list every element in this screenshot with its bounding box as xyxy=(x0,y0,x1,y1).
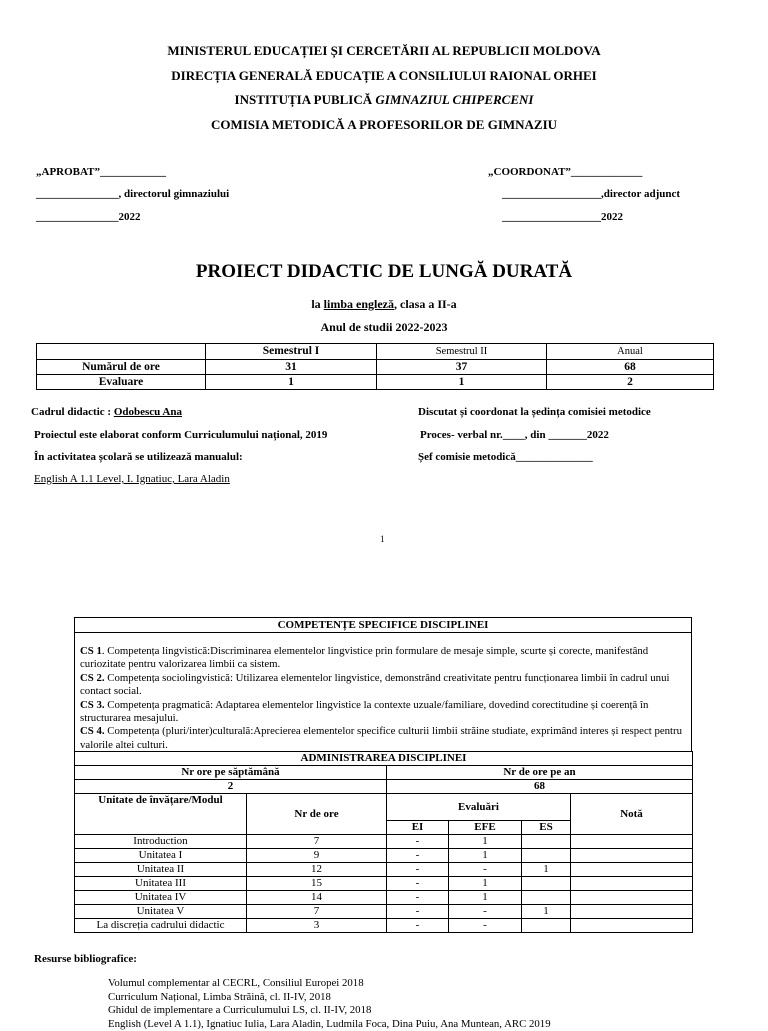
administration-table xyxy=(74,751,693,933)
hours-cell: 14 xyxy=(247,891,387,905)
es-cell xyxy=(522,919,571,933)
resource-item: Volumul complementar al CECRL, Consiliul Europei 2018 xyxy=(108,977,551,991)
director-line: _______________, directorul gimnaziului xyxy=(36,188,229,200)
competence-item xyxy=(80,725,686,752)
hours-cell: 7 xyxy=(247,835,387,849)
efe-cell: 1 xyxy=(449,891,522,905)
ei-cell: - xyxy=(387,877,449,891)
hours-header-annual: Anual xyxy=(547,344,714,360)
curriculum-note: Proiectul este elaborat conform Curriculumului național, 2019 xyxy=(34,429,327,441)
table-row xyxy=(75,835,693,849)
note-cell xyxy=(571,835,693,849)
discussed-note: Discutat și coordonat la ședința comisiei metodice xyxy=(418,406,651,418)
table-row xyxy=(75,849,693,863)
hours-cell: 12 xyxy=(247,863,387,877)
note-cell xyxy=(571,891,693,905)
unit-cell: Unitatea IV xyxy=(75,891,247,905)
approved-date-line: _______________2022 xyxy=(36,211,141,223)
es-cell xyxy=(522,891,571,905)
competence-code: CS 2. xyxy=(80,672,105,684)
competence-code: CS 3. xyxy=(80,699,105,711)
competence-text: Competența pragmatică: Adaptarea elementelor lingvistice la contexte uzuale/familiare, dovedind corectitudine și coerență în structurarea mesajului. xyxy=(80,699,648,724)
competence-code: CS 4. xyxy=(80,725,105,737)
table-row xyxy=(37,375,714,390)
hours-header-sem1: Semestrul I xyxy=(206,344,377,360)
es-cell xyxy=(522,849,571,863)
hours-header: Nr de ore xyxy=(247,794,387,835)
unit-header: Unitate de învățare/Modul xyxy=(75,794,247,835)
institution-name: GIMNAZIUL CHIPERCENI xyxy=(375,92,533,107)
competence-text: Competența (pluri/inter)culturală:Aprecierea elementelor specifice culturii limbii străine studiate, exprimând interes și respect pentru valorile altei culturi. xyxy=(80,725,682,750)
table-row xyxy=(75,919,693,933)
deputy-director-line: __________________,director adjunct xyxy=(502,188,680,200)
unit-cell: Introduction xyxy=(75,835,247,849)
hours-cell: 3 xyxy=(247,919,387,933)
competences-list xyxy=(75,633,691,752)
subject-name: limba engleză xyxy=(324,297,394,311)
es-cell: 1 xyxy=(522,863,571,877)
note-cell xyxy=(571,849,693,863)
unit-cell: Unitatea II xyxy=(75,863,247,877)
hours-cell: 1 xyxy=(377,375,547,390)
administration-rows xyxy=(75,835,693,933)
efe-cell: - xyxy=(449,919,522,933)
competences-box xyxy=(74,617,692,752)
unit-cell: Unitatea III xyxy=(75,877,247,891)
approved-line: „APROBAT”____________ xyxy=(36,166,166,178)
directorate-heading: DIRECȚIA GENERALĂ EDUCAȚIE A CONSILIULUI RAIONAL ORHEI xyxy=(0,68,768,84)
school-year: Anul de studii 2022-2023 xyxy=(0,320,768,335)
hours-cell: 2 xyxy=(547,375,714,390)
hours-table-corner xyxy=(37,344,206,360)
resource-item: English (Level A 1.1), Ignatiuc Iulia, Lara Aladin, Ludmila Foca, Dina Puiu, Ana Muntean, ARC 2019 xyxy=(108,1018,551,1031)
efe-cell: 1 xyxy=(449,877,522,891)
coordinated-date-line: __________________2022 xyxy=(502,211,623,223)
teacher-name: Odobescu Ana xyxy=(114,406,182,418)
efe-cell: 1 xyxy=(449,849,522,863)
hours-table-header-row xyxy=(37,344,714,360)
ei-cell: - xyxy=(387,919,449,933)
ei-cell: - xyxy=(387,891,449,905)
competence-code: CS 1 xyxy=(80,645,102,657)
note-cell xyxy=(571,877,693,891)
unit-cell: Unitatea V xyxy=(75,905,247,919)
per-week-value: 2 xyxy=(75,780,387,794)
ministry-heading: MINISTERUL EDUCAȚIEI ȘI CERCETĂRII AL REPUBLICII MOLDOVA xyxy=(0,43,768,59)
es-cell xyxy=(522,835,571,849)
resources-label: Resurse bibliografice: xyxy=(34,953,137,965)
head-of-commission-line: Șef comisie metodică______________ xyxy=(418,451,593,463)
hours-row-label: Numărul de ore xyxy=(37,360,206,375)
manual-title: English A 1.1 Level, I. Ignatiuc, Lara Aladin xyxy=(34,473,230,485)
note-cell xyxy=(571,919,693,933)
hours-header-sem2: Semestrul II xyxy=(377,344,547,360)
subject-prefix: la xyxy=(311,297,323,311)
efe-cell: - xyxy=(449,863,522,877)
hours-cell: 37 xyxy=(377,360,547,375)
efe-cell: - xyxy=(449,905,522,919)
note-cell xyxy=(571,905,693,919)
teacher-line xyxy=(31,406,182,418)
ei-cell: - xyxy=(387,849,449,863)
table-row xyxy=(75,891,693,905)
note-header: Notă xyxy=(571,794,693,835)
page-number: 1 xyxy=(380,534,385,544)
note-cell xyxy=(571,863,693,877)
administration-title: ADMINISTRAREA DISCIPLINEI xyxy=(75,752,693,766)
table-row xyxy=(75,877,693,891)
per-year-label: Nr de ore pe an xyxy=(387,766,693,780)
coordinated-line: „COORDONAT”_____________ xyxy=(488,166,642,178)
hours-cell: 31 xyxy=(206,360,377,375)
evaluations-header: Evaluări xyxy=(387,794,571,821)
proces-verbal-line: Proces- verbal nr.____, din _______2022 xyxy=(420,429,609,441)
per-week-label: Nr ore pe săptămână xyxy=(75,766,387,780)
resource-item: Curriculum Național, Limba Străină, cl. II-IV, 2018 xyxy=(108,991,551,1005)
competence-text: . Competența lingvistică:Discriminarea elementelor lingvistice prin formulare de mesaje simple, scurte și corecte, manifestând curiozitate pentru valorizarea limbii ca sistem. xyxy=(80,645,648,670)
hours-table xyxy=(36,343,714,390)
competence-item xyxy=(80,672,686,699)
ei-cell: - xyxy=(387,905,449,919)
competences-title: COMPETENȚE SPECIFICE DISCIPLINEI xyxy=(75,618,691,633)
hours-cell: 68 xyxy=(547,360,714,375)
institution-heading xyxy=(0,92,768,108)
teacher-label: Cadrul didactic : xyxy=(31,406,114,418)
es-cell: 1 xyxy=(522,905,571,919)
eval-ei-header: EI xyxy=(387,821,449,835)
table-row xyxy=(37,360,714,375)
unit-cell: La discreția cadrului didactic xyxy=(75,919,247,933)
resources-list xyxy=(108,977,551,1031)
ei-cell: - xyxy=(387,835,449,849)
competence-text: Competența sociolingvistică: Utilizarea elementelor lingvistice, demonstrând creativitate pentru funcționarea limbii în cadrul unui contact social. xyxy=(80,672,669,697)
hours-cell: 1 xyxy=(206,375,377,390)
eval-efe-header: EFE xyxy=(449,821,522,835)
commission-heading: COMISIA METODICĂ A PROFESORILOR DE GIMNAZIU xyxy=(0,117,768,133)
efe-cell: 1 xyxy=(449,835,522,849)
competence-item xyxy=(80,699,686,726)
institution-prefix: INSTITUȚIA PUBLICĂ xyxy=(235,92,376,107)
ei-cell: - xyxy=(387,863,449,877)
per-year-value: 68 xyxy=(387,780,693,794)
hours-cell: 9 xyxy=(247,849,387,863)
hours-cell: 7 xyxy=(247,905,387,919)
table-row xyxy=(75,905,693,919)
eval-es-header: ES xyxy=(522,821,571,835)
subject-suffix: , clasa a II-a xyxy=(394,297,457,311)
unit-cell: Unitatea I xyxy=(75,849,247,863)
subject-line xyxy=(0,297,768,312)
table-row xyxy=(75,863,693,877)
hours-cell: 15 xyxy=(247,877,387,891)
manual-label: În activitatea școlară se utilizează manualul: xyxy=(34,451,243,463)
document-title: PROIECT DIDACTIC DE LUNGĂ DURATĂ xyxy=(0,261,768,283)
es-cell xyxy=(522,877,571,891)
resource-item: Ghidul de implementare a Curriculumului LS, cl. II-IV, 2018 xyxy=(108,1004,551,1018)
competence-item xyxy=(80,645,686,672)
hours-row-label: Evaluare xyxy=(37,375,206,390)
